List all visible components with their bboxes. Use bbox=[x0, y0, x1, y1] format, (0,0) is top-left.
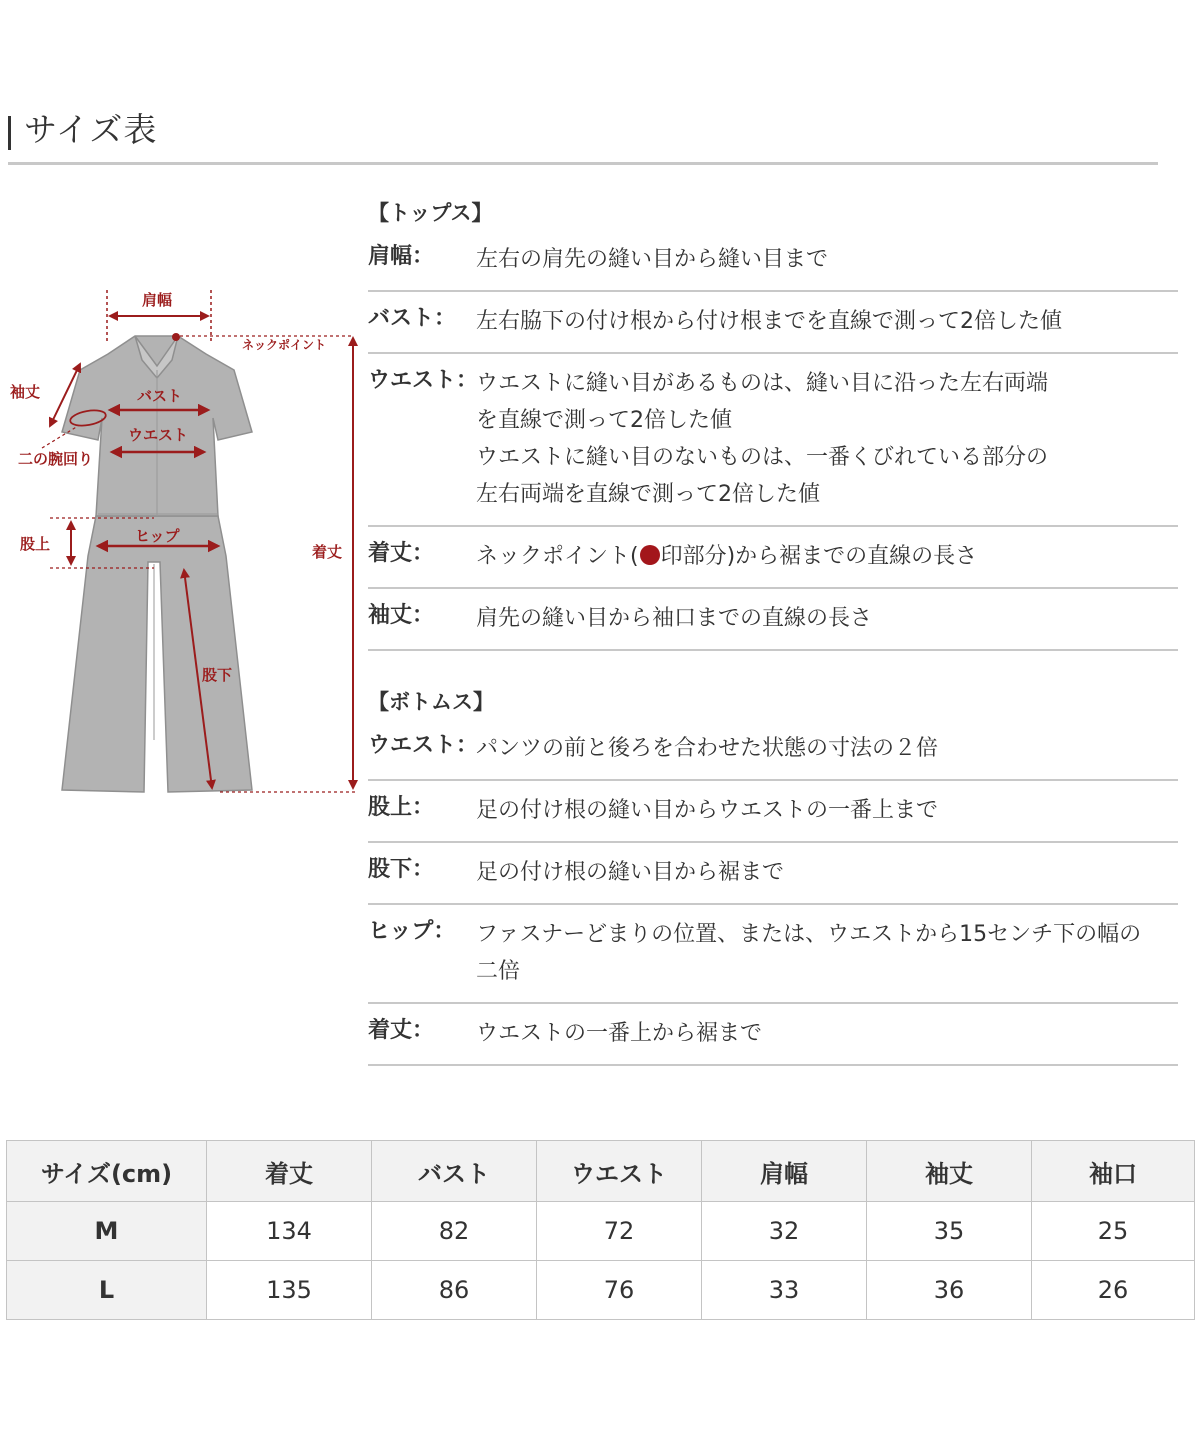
def-row-bottoms-matashita bbox=[368, 843, 1178, 905]
label-hip: ヒップ bbox=[135, 527, 180, 545]
def-term: 袖丈： bbox=[368, 603, 435, 628]
label-ninoude: 二の腕回り bbox=[18, 450, 94, 468]
def-term: 肩幅： bbox=[368, 244, 435, 269]
def-desc bbox=[476, 241, 1178, 278]
garment-illustration bbox=[0, 280, 360, 800]
label-kitake: 着丈 bbox=[312, 543, 343, 561]
table-cell: 134 bbox=[207, 1202, 372, 1261]
tops-heading: 【トップス】 bbox=[368, 201, 493, 225]
table-row bbox=[7, 1202, 1195, 1261]
def-desc-line: 足の付け根の縫い目からウエストの一番上まで bbox=[476, 798, 939, 823]
def-desc bbox=[476, 854, 1178, 891]
table-row bbox=[7, 1261, 1195, 1320]
label-waist: ウエスト bbox=[128, 426, 189, 444]
table-cell: 33 bbox=[702, 1261, 867, 1320]
def-row-tops-waist bbox=[368, 354, 1178, 527]
def-term: ヒップ： bbox=[368, 919, 456, 944]
def-row-tops-kitake bbox=[368, 527, 1178, 589]
table-cell: 26 bbox=[1032, 1261, 1195, 1320]
table-cell: 36 bbox=[867, 1261, 1032, 1320]
def-desc-line bbox=[476, 538, 1178, 575]
def-desc bbox=[476, 1015, 1178, 1052]
def-desc bbox=[476, 365, 1178, 513]
def-desc bbox=[476, 730, 1178, 767]
definitions-panel bbox=[368, 196, 1178, 1066]
label-neck-point: ネックポイント bbox=[242, 338, 327, 352]
def-desc-line: ウエストに縫い目のないものは、一番くびれている部分の bbox=[476, 445, 1049, 470]
def-desc-before: ネックポイント( bbox=[476, 544, 639, 569]
def-desc-line: を直線で測って2倍した値 bbox=[476, 408, 732, 433]
def-desc bbox=[476, 916, 1178, 990]
size-table-header-cell: バスト bbox=[372, 1141, 537, 1202]
table-cell: 86 bbox=[372, 1261, 537, 1320]
table-cell: 32 bbox=[702, 1202, 867, 1261]
def-desc-line: 二倍 bbox=[476, 959, 521, 984]
def-desc-line: 肩先の縫い目から袖口までの直線の長さ bbox=[476, 606, 873, 631]
label-sodetake: 袖丈 bbox=[10, 383, 41, 401]
label-katahaba: 肩幅 bbox=[142, 291, 173, 309]
size-label-cell: L bbox=[7, 1261, 207, 1320]
label-matashita: 股下 bbox=[202, 666, 233, 684]
def-term: 股上： bbox=[368, 795, 435, 820]
def-row-bottoms-kitake bbox=[368, 1004, 1178, 1066]
neck-point-dot-icon bbox=[640, 545, 660, 565]
size-table bbox=[6, 1140, 1195, 1320]
def-desc-line: 左右脇下の付け根から付け根までを直線で測って2倍した値 bbox=[476, 309, 1062, 334]
def-term: ウエスト： bbox=[368, 733, 479, 758]
def-desc-line: 左右の肩先の縫い目から縫い目まで bbox=[476, 247, 829, 272]
size-table-header-cell: 袖丈 bbox=[867, 1141, 1032, 1202]
def-desc-line: 足の付け根の縫い目から裾まで bbox=[476, 860, 785, 885]
def-desc-line: 左右両端を直線で測って2倍した値 bbox=[476, 482, 820, 507]
def-term: 着丈： bbox=[368, 1018, 435, 1043]
label-matagami: 股上 bbox=[20, 535, 51, 553]
table-cell: 72 bbox=[537, 1202, 702, 1261]
label-bust: バスト bbox=[137, 387, 183, 405]
def-desc-line: パンツの前と後ろを合わせた状態の寸法の２倍 bbox=[476, 736, 939, 761]
def-row-tops-katahaba bbox=[368, 230, 1178, 292]
def-row-tops-bust bbox=[368, 292, 1178, 354]
size-table-header-cell: 袖口 bbox=[1032, 1141, 1195, 1202]
title-accent-bar bbox=[8, 116, 11, 150]
size-table-header-cell: 肩幅 bbox=[702, 1141, 867, 1202]
def-row-bottoms-matagami bbox=[368, 781, 1178, 843]
def-desc-line: ウエストの一番上から裾まで bbox=[476, 1021, 763, 1046]
def-term: ウエスト： bbox=[368, 368, 479, 393]
table-cell: 82 bbox=[372, 1202, 537, 1261]
def-row-tops-sodetake bbox=[368, 589, 1178, 651]
def-desc bbox=[476, 303, 1178, 340]
def-term: 着丈： bbox=[368, 541, 435, 566]
measurement-diagram bbox=[0, 280, 360, 800]
def-desc bbox=[476, 538, 1178, 575]
def-desc-line: ファスナーどまりの位置、または、ウエストから15センチ下の幅の bbox=[476, 922, 1142, 947]
def-row-bottoms-waist bbox=[368, 719, 1178, 781]
table-cell: 135 bbox=[207, 1261, 372, 1320]
page-title: サイズ表 bbox=[24, 110, 158, 149]
def-row-bottoms-hip bbox=[368, 905, 1178, 1004]
bottoms-heading: 【ボトムス】 bbox=[368, 690, 494, 714]
table-cell: 76 bbox=[537, 1261, 702, 1320]
def-term: バスト： bbox=[368, 306, 457, 331]
size-table-header-row bbox=[7, 1141, 1195, 1202]
title-section bbox=[8, 108, 1158, 165]
def-desc bbox=[476, 600, 1178, 637]
size-table-header-cell: ウエスト bbox=[537, 1141, 702, 1202]
def-desc-after: 印部分)から裾までの直線の長さ bbox=[660, 544, 978, 569]
size-table-header-cell: サイズ(cm) bbox=[7, 1141, 207, 1202]
size-table-header-cell: 着丈 bbox=[207, 1141, 372, 1202]
table-cell: 25 bbox=[1032, 1202, 1195, 1261]
def-desc bbox=[476, 792, 1178, 829]
table-cell: 35 bbox=[867, 1202, 1032, 1261]
def-term: 股下： bbox=[368, 857, 435, 882]
size-label-cell: M bbox=[7, 1202, 207, 1261]
def-desc-line: ウエストに縫い目があるものは、縫い目に沿った左右両端 bbox=[476, 371, 1049, 396]
